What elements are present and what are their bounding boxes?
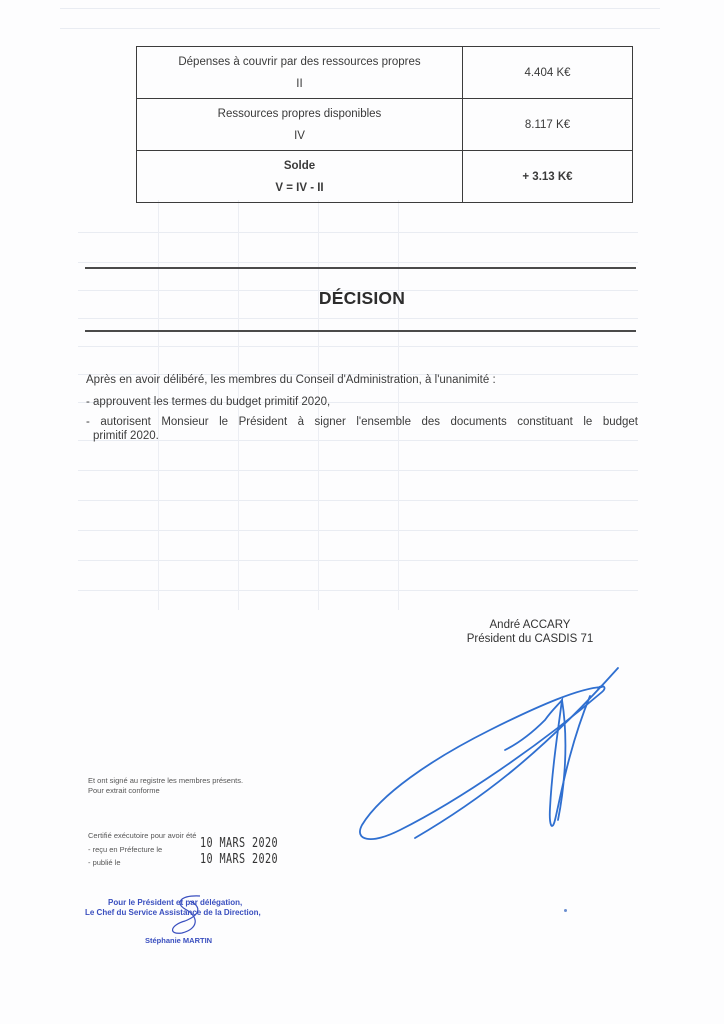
registry-note: Et ont signé au registre les membres présents. <box>88 776 244 785</box>
decision-item-continued: primitif 2020. <box>93 430 159 442</box>
row-label-cell <box>137 99 463 151</box>
decision-item: - approuvent les termes du budget primitif 2020, <box>86 396 331 408</box>
budget-summary-table <box>136 46 633 203</box>
table-row <box>137 99 633 151</box>
ink-speck <box>564 909 567 912</box>
section-title: DÉCISION <box>318 288 406 308</box>
decision-intro: Après en avoir délibéré, les membres du Conseil d'Administration, à l'unanimité : <box>86 374 496 386</box>
table-row-total <box>137 151 633 203</box>
signature-stroke <box>505 696 590 826</box>
signature-stroke <box>173 896 200 933</box>
published-label: - publié le <box>88 858 121 867</box>
row-sublabel: V = IV - II <box>275 181 324 194</box>
signatory-name: André ACCARY <box>489 619 571 631</box>
extract-note: Pour extrait conforme <box>88 786 160 795</box>
delegation-stamp-line2: Le Chef du Service Assistance de la Direction, <box>85 908 261 917</box>
row-value: 8.117 K€ <box>463 99 633 151</box>
table-row <box>137 47 633 99</box>
president-signature <box>340 660 640 860</box>
delegation-stamp-line1: Pour le Président et par délégation, <box>108 898 243 907</box>
decision-item: - autorisent Monsieur le Président à signer l'ensemble des documents constituant le budget <box>86 416 638 428</box>
divider-top <box>85 267 636 269</box>
row-label-cell <box>137 47 463 99</box>
divider-bottom <box>85 330 636 332</box>
signatory-title: Président du CASDIS 71 <box>466 633 594 645</box>
delegate-signature <box>160 893 220 943</box>
signature-stroke <box>415 668 618 838</box>
published-date-stamp: 10 MARS 2020 <box>200 852 278 867</box>
row-sublabel: II <box>296 77 303 90</box>
prefecture-received-label: - reçu en Préfecture le <box>88 845 163 854</box>
delegate-name: Stéphanie MARTIN <box>145 936 213 945</box>
row-label-cell <box>137 151 463 203</box>
prefecture-received-date-stamp: 10 MARS 2020 <box>200 836 278 851</box>
row-label: Ressources propres disponibles <box>217 107 382 120</box>
row-label: Dépenses à couvrir par des ressources propres <box>178 55 421 68</box>
row-sublabel: IV <box>294 129 305 142</box>
row-value: + 3.13 K€ <box>463 151 633 203</box>
row-value: 4.404 K€ <box>463 47 633 99</box>
row-label: Solde <box>283 159 316 172</box>
certification-label: Certifié exécutoire pour avoir été <box>88 831 197 840</box>
